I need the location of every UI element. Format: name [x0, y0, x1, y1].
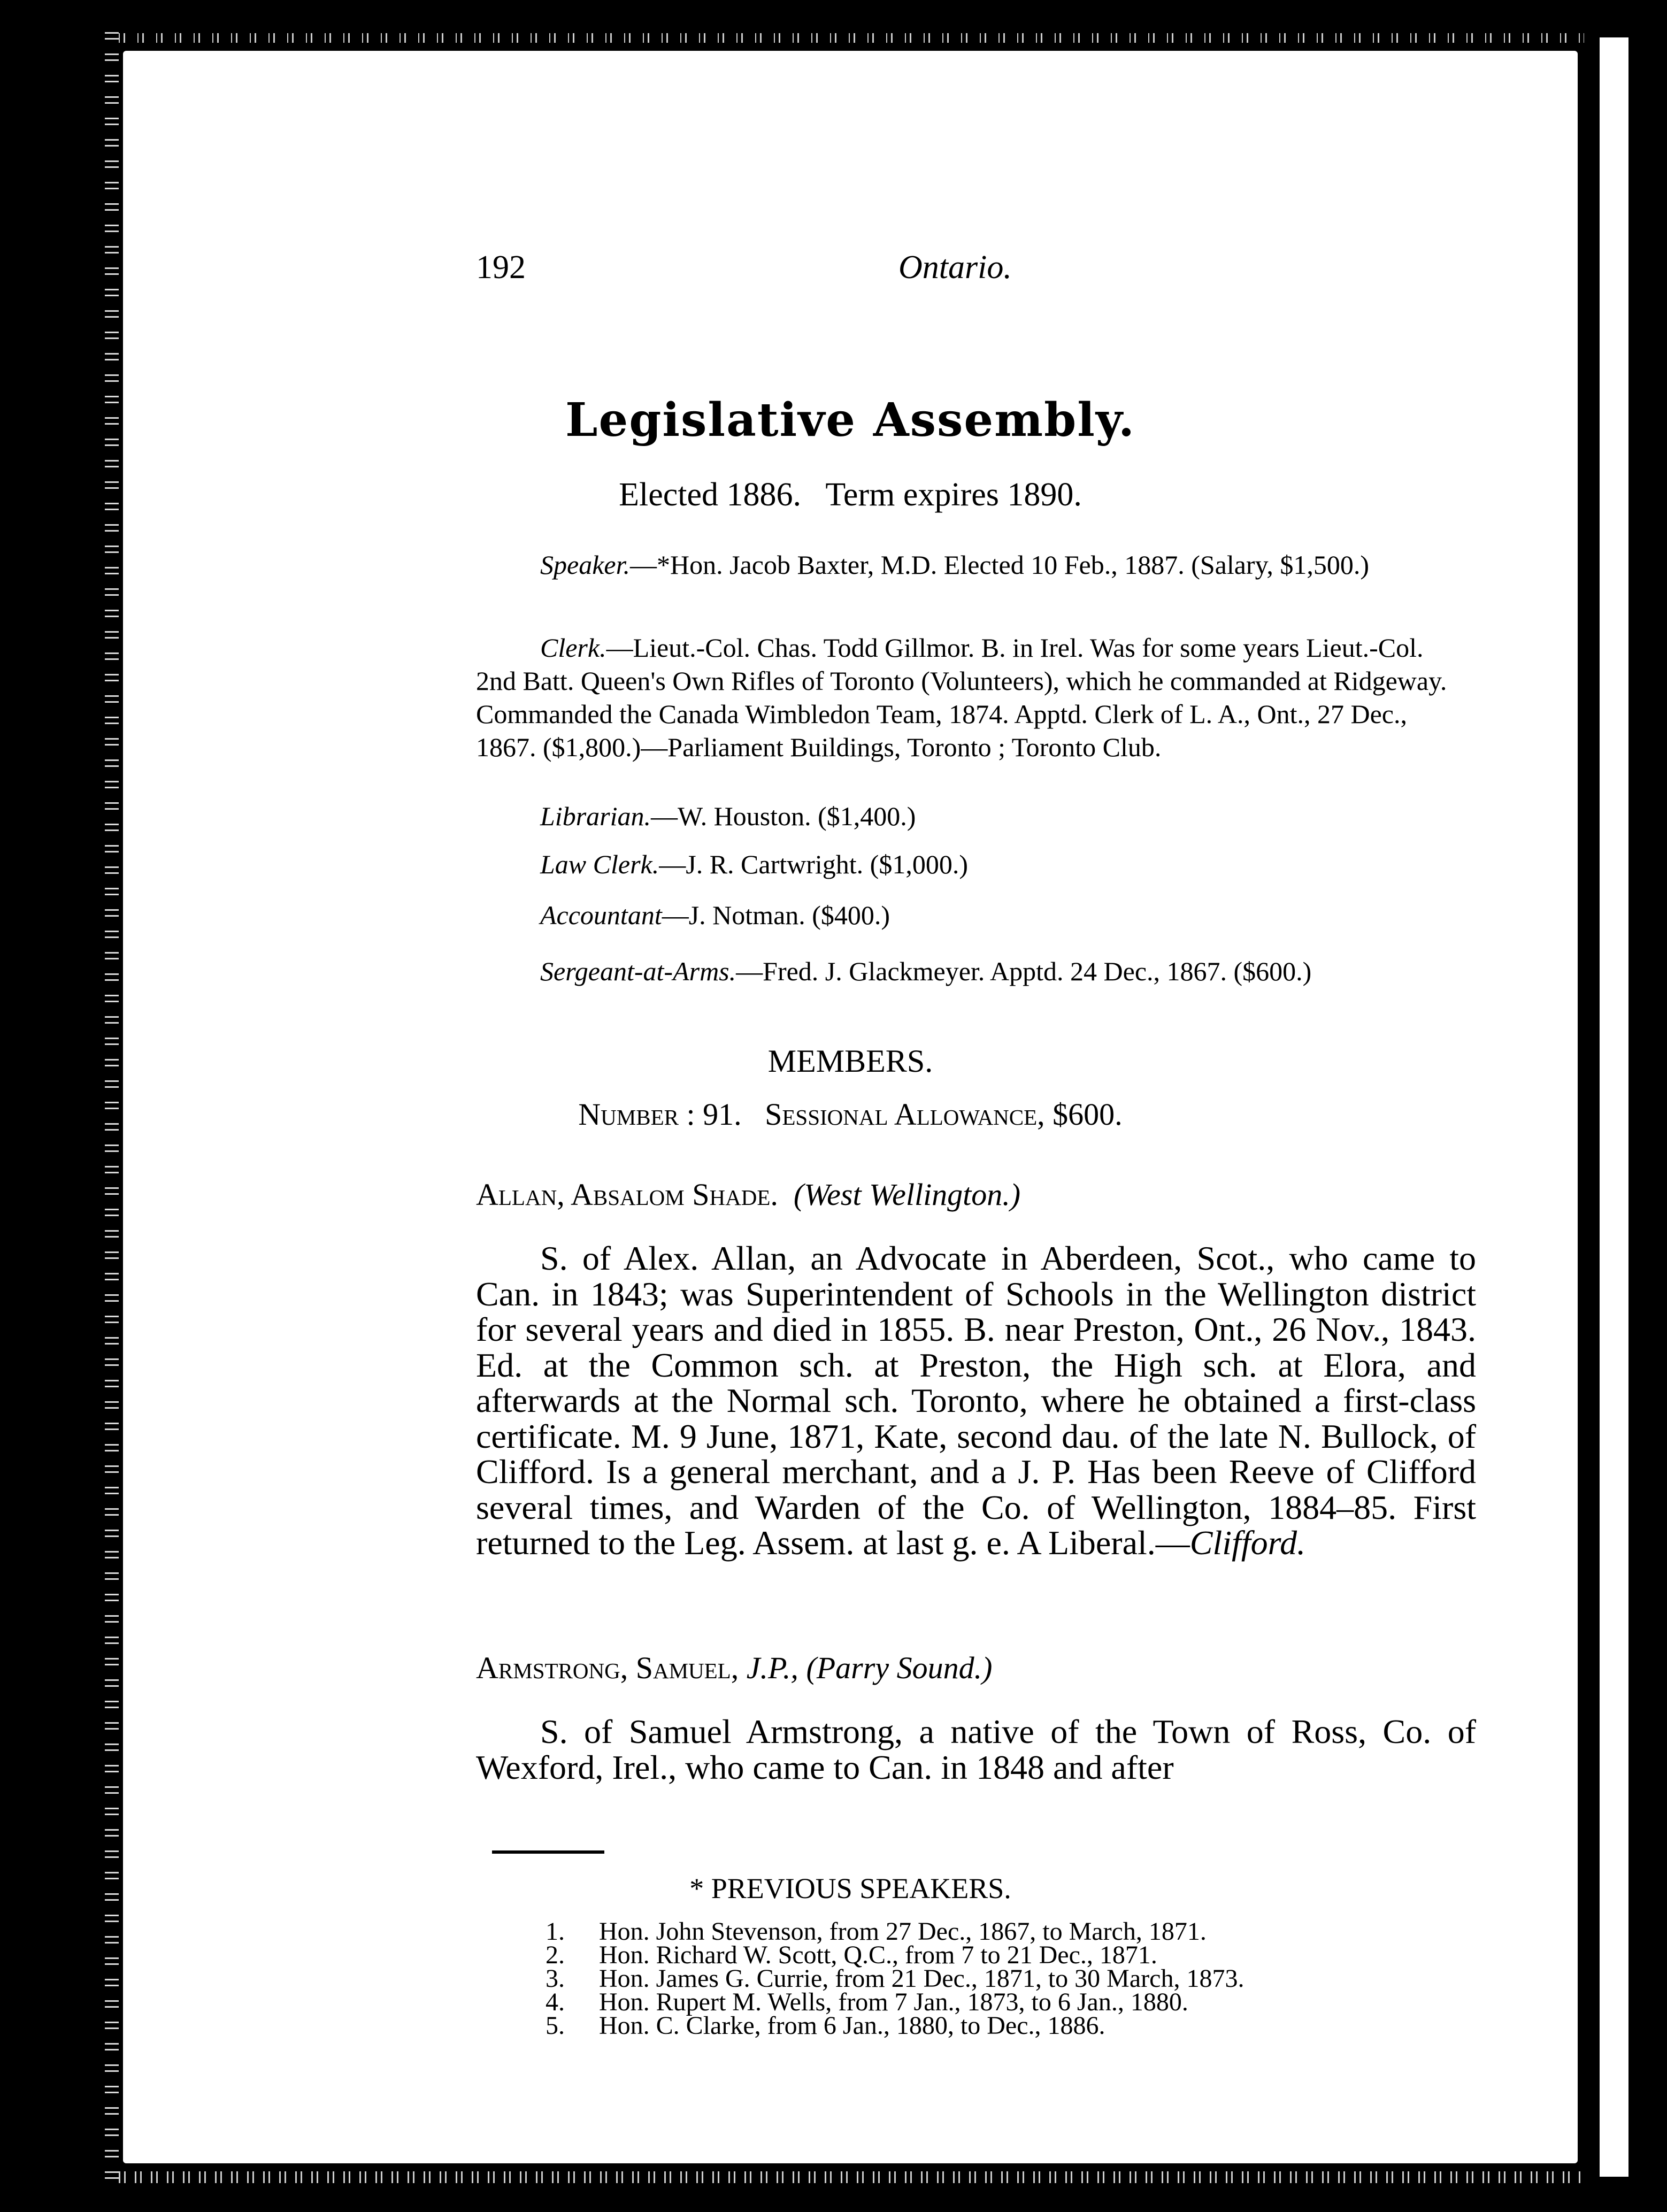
elected-line: Elected 1886. Term expires 1890.: [619, 477, 1082, 513]
officer-law-clerk: [476, 848, 1465, 881]
member-bio: [476, 1714, 1476, 1785]
page-number: 192: [476, 249, 526, 286]
officer-text: —Fred. J. Glackmeyer. Apptd. 24 Dec., 1867. ($600.): [736, 956, 1312, 986]
officer-role: Law Clerk.: [540, 849, 659, 879]
footnote-item: [546, 1964, 1245, 1993]
gutter-mark: [1583, 1198, 1599, 1230]
officer-librarian: [476, 800, 1465, 833]
footnote-text: Hon. John Stevenson, from 27 Dec., 1867, to March, 1871.: [599, 1917, 1207, 1946]
running-title: Ontario.: [898, 249, 1012, 286]
officer-text: —J. R. Cartwright. ($1,000.): [659, 849, 968, 879]
officer-role: Sergeant-at-Arms.: [540, 956, 736, 986]
officer-speaker: [476, 548, 1465, 581]
footnote-number: 4.: [546, 1988, 565, 2016]
footnote-number: 3.: [546, 1964, 565, 1993]
footnote-text: Hon. Rupert M. Wells, from 7 Jan., 1873, to 6 Jan., 1880.: [599, 1988, 1188, 2016]
officer-clerk: [476, 631, 1465, 764]
gutter-mark: [1583, 176, 1599, 209]
gutter-mark: [1583, 583, 1599, 615]
member-entry-heading: [476, 1650, 992, 1686]
footnote-text: Hon. C. Clarke, from 6 Jan., 1880, to Dec., 1886.: [599, 2011, 1105, 2040]
footnote-number: 1.: [546, 1917, 565, 1946]
member-entry-heading: [476, 1177, 1020, 1212]
footnote-text: Hon. Richard W. Scott, Q.C., from 7 to 21 Dec., 1871.: [599, 1941, 1157, 1969]
footnote-number: 5.: [546, 2011, 565, 2040]
footnote-rule: [492, 1850, 604, 1854]
member-name: Armstrong, Samuel,: [476, 1650, 739, 1685]
footnote-number: 2.: [546, 1941, 565, 1969]
footnote-list: [546, 1917, 1245, 2040]
officer-text: —W. Houston. ($1,400.): [651, 801, 916, 831]
member-riding: (West Wellington.): [793, 1177, 1021, 1212]
officer-text: —J. Notman. ($400.): [662, 900, 890, 930]
page-edge-left: [105, 32, 119, 2182]
footnote-item: [546, 2011, 1244, 2040]
officer-role: Clerk.: [540, 633, 606, 663]
officer-role: Speaker.: [540, 550, 630, 580]
page-edge-top: [119, 33, 1584, 43]
scanned-page: [123, 51, 1578, 2163]
member-bio: [476, 1241, 1476, 1561]
members-heading: MEMBERS.: [767, 1043, 933, 1079]
section-title: Legislative Assembly.: [565, 393, 1135, 447]
officer-text: —Lieut.-Col. Chas. Todd Gillmor. B. in Irel. Was for some years Lieut.-Col. 2nd Batt. Queen's Own Rifles of Toronto (Volunteers), which he commanded at Ridgeway. Commanded the Canada Wimbledon Team, 1874. Apptd. Clerk of L. A., Ont., 27 Dec., 1867. ($1,800.)—Parliament Buildings, Toronto ; Toronto Club.: [476, 633, 1447, 762]
officer-text: —*Hon. Jacob Baxter, M.D. Elected 10 Feb., 1887. (Salary, $1,500.): [630, 550, 1369, 580]
members-subheading: Number : 91. Sessional Allowance, $600.: [578, 1097, 1123, 1132]
footnote-item: [546, 1988, 1244, 2016]
running-head: [476, 249, 1465, 291]
member-bio-text: S. of Alex. Allan, an Advocate in Aberdeen, Scot., who came to Can. in 1843; was Superintendent of Schools in the Wellington district for several years and died in 1855. B. near Preston, Ont., 26 Nov., 1843. Ed. at the Common sch. at Preston, the High sch. at Elora, and afterwards at the Normal sch. Toronto, where he obtained a first-class certificate. M. 9 June, 1871, Kate, second dau. of the late N. Bullock, of Clifford. Is a general merchant, and a J. P. Has been Reeve of Clifford several times, and Warden of the Co. of Wellington, 1884–85. First returned to the Leg. Assem. at last g. e. A Liberal.—: [476, 1239, 1476, 1562]
footnote-title: * PREVIOUS SPEAKERS.: [689, 1872, 1011, 1904]
member-name: Allan, Absalom Shade.: [476, 1177, 778, 1212]
member-title: J.P.,: [746, 1650, 798, 1685]
member-riding: (Parry Sound.): [806, 1650, 993, 1685]
footnote-text: Hon. James G. Currie, from 21 Dec., 1871, to 30 March, 1873.: [599, 1964, 1245, 1993]
next-page-gutter: [1591, 37, 1600, 2177]
footnote-item: [546, 1917, 1244, 1946]
officer-sergeant-at-arms: [476, 955, 1465, 988]
member-bio-text: S. of Samuel Armstrong, a native of the Town of Ross, Co. of Wexford, Irel., who came to Can. in 1848 and after: [476, 1712, 1476, 1786]
officer-role: Librarian.: [540, 801, 651, 831]
footnote-item: [546, 1941, 1244, 1969]
member-residence: Clifford.: [1189, 1524, 1306, 1562]
officer-accountant: [476, 898, 1465, 932]
page-edge-bottom: [119, 2171, 1584, 2183]
officer-role: Accountant: [540, 900, 662, 930]
